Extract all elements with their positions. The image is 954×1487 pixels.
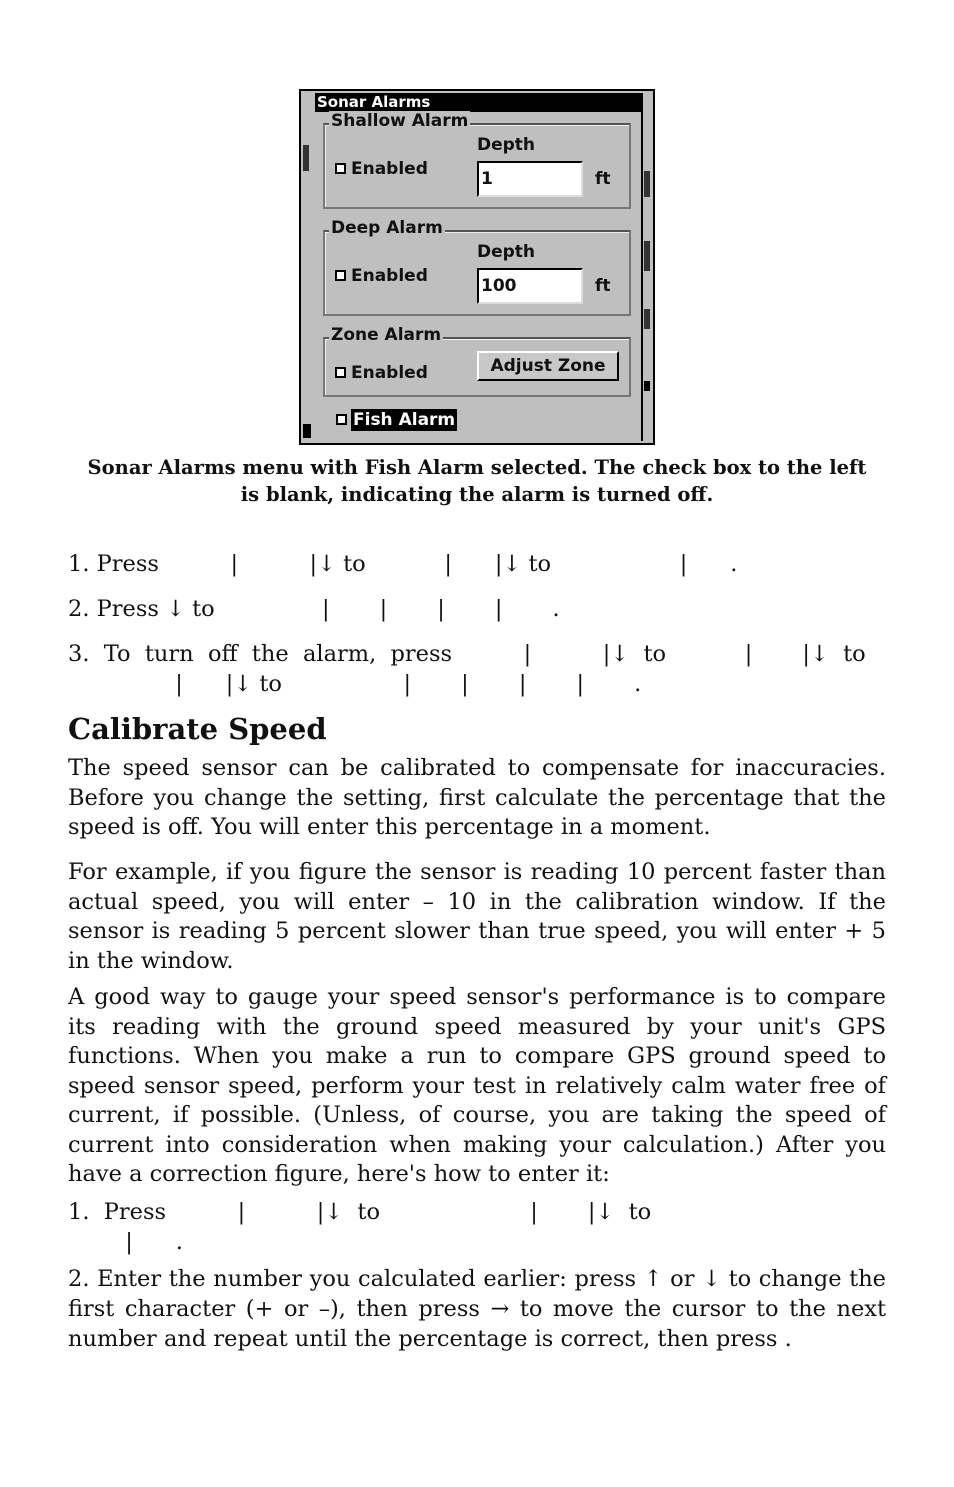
deep-alarm-label: Deep Alarm bbox=[331, 218, 443, 238]
caption-line-2: is blank, indicating the alarm is turned off. bbox=[240, 483, 714, 506]
scrollbar[interactable] bbox=[641, 93, 651, 441]
menu-title: Sonar Alarms bbox=[315, 93, 643, 112]
scrollbar-thumb[interactable] bbox=[644, 171, 650, 197]
step-2: 2. Press ↓ to | | | | . bbox=[68, 596, 560, 622]
deep-depth-input[interactable]: 100 bbox=[477, 268, 583, 304]
figure-caption bbox=[68, 454, 886, 508]
fish-alarm-checkbox[interactable] bbox=[336, 414, 347, 425]
shallow-alarm-group bbox=[323, 111, 631, 209]
scrollbar-mark bbox=[644, 309, 650, 329]
paragraph-1: The speed sensor can be calibrated to compensate for inaccuracies. Before you change the setting, first calculate the percentage that the speed is off. You will enter this percentage in a moment. bbox=[68, 755, 886, 840]
paragraph-3: A good way to gauge your speed sensor's performance is to compare its reading with the ground speed measured by your unit's GPS functions. When you make a run to compare GPS ground speed to speed sensor speed, perform your test in relatively calm water free of current, if possible. (Unless, of course, you are taking the speed of current into consideration when making your calculation.) After you have a correction figure, here's how to enter it: bbox=[68, 984, 886, 1187]
step-3-line-1: 3. To turn off the alarm, press | |↓ to | |↓ to bbox=[68, 641, 866, 667]
shallow-depth-input[interactable]: 1 bbox=[477, 161, 583, 197]
deep-enabled-label: Enabled bbox=[351, 266, 428, 286]
step-3-line-2: | |↓ to | | | | . bbox=[68, 671, 642, 697]
zone-alarm-label: Zone Alarm bbox=[331, 325, 442, 345]
shallow-alarm-label: Shallow Alarm bbox=[331, 111, 469, 131]
deep-depth-label: Depth bbox=[477, 242, 536, 262]
step-1: 1. Press | |↓ to | |↓ to | . bbox=[68, 551, 738, 577]
adjust-zone-button[interactable]: Adjust Zone bbox=[477, 351, 619, 381]
shallow-depth-unit: ft bbox=[595, 169, 611, 189]
zone-enabled-label: Enabled bbox=[351, 363, 428, 383]
scrollbar-mark bbox=[644, 241, 650, 271]
left-scroll-marker bbox=[303, 145, 309, 171]
scrollbar-mark bbox=[644, 381, 650, 391]
zone-enabled-checkbox[interactable] bbox=[335, 367, 346, 378]
section-heading: Calibrate Speed bbox=[68, 712, 327, 746]
shallow-enabled-checkbox[interactable] bbox=[335, 163, 346, 174]
deep-enabled-checkbox[interactable] bbox=[335, 270, 346, 281]
deep-depth-unit: ft bbox=[595, 276, 611, 296]
zone-alarm-group bbox=[323, 325, 631, 397]
calibrate-step-1-line-2: | . bbox=[68, 1229, 183, 1255]
left-edge-marker bbox=[303, 424, 311, 438]
sonar-alarms-screenshot bbox=[299, 89, 655, 445]
calibrate-step-1-line-1: 1. Press | |↓ to | |↓ to bbox=[68, 1199, 652, 1225]
caption-line-1: Sonar Alarms menu with Fish Alarm selected. The check box to the left bbox=[87, 456, 867, 479]
shallow-enabled-label: Enabled bbox=[351, 159, 428, 179]
deep-alarm-group bbox=[323, 218, 631, 316]
paragraph-2: For example, if you figure the sensor is reading 10 percent faster than actual speed, you will enter – 10 in the calibration window. If the sensor is reading 5 percent slower than true speed, you will enter + 5 in the window. bbox=[68, 859, 886, 974]
fish-alarm-label[interactable]: Fish Alarm bbox=[353, 410, 456, 430]
calibrate-step-2: 2. Enter the number you calculated earlier: press ↑ or ↓ to change the first character (+ or –), then press → to move the cursor to the next number and repeat until the percentage is correct, then press . bbox=[68, 1266, 886, 1352]
shallow-depth-label: Depth bbox=[477, 135, 536, 155]
